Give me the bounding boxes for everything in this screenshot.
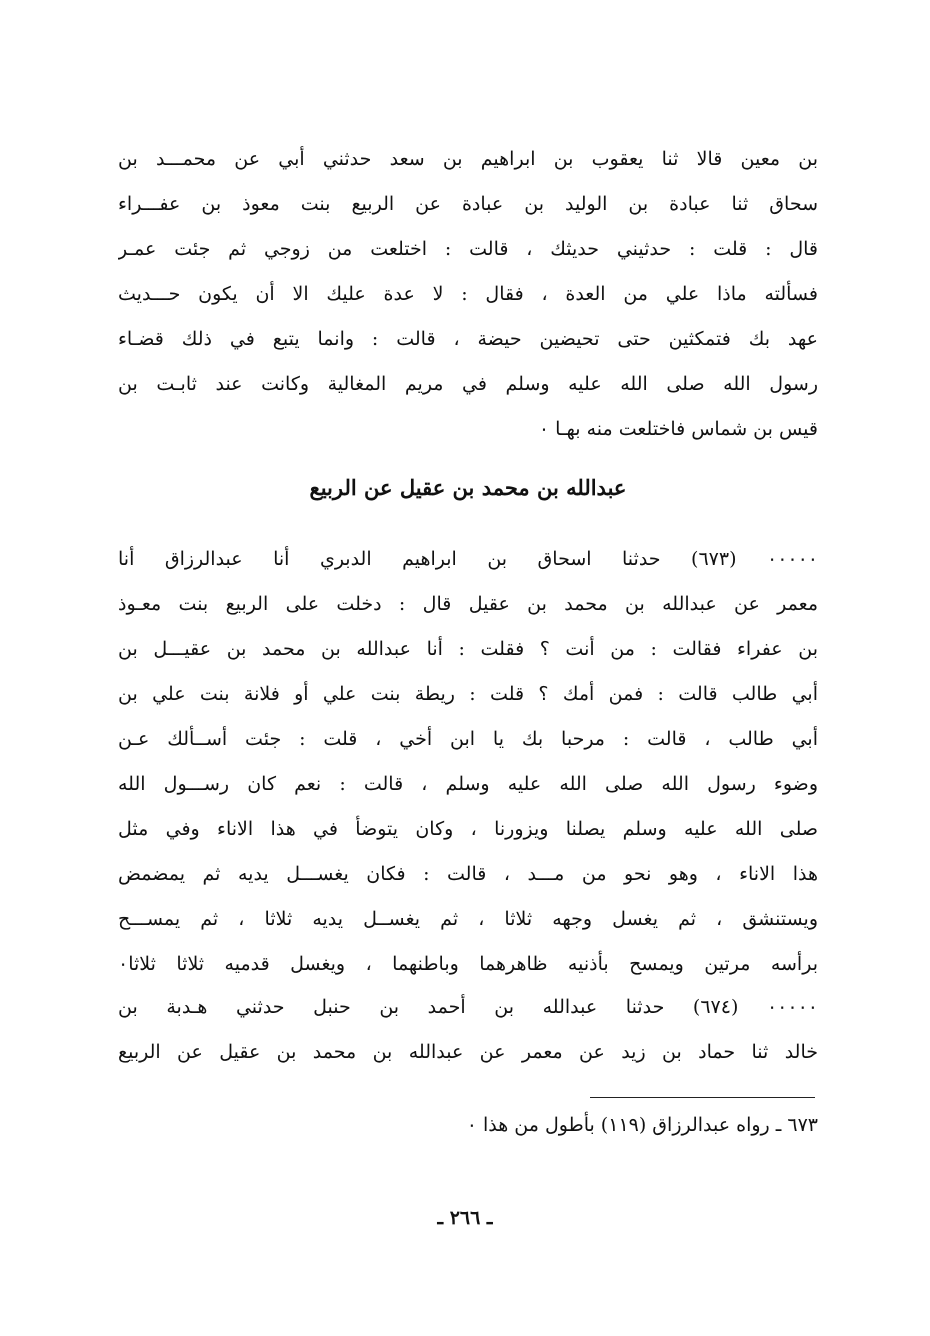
text-line: هذا الاناء ، وهو نحو من مـــد ، قالت : فكان يغســـل يديه ثم يمضمض (118, 863, 818, 885)
footnote: ٦٧٣ ـ رواه عبدالرزاق (١١٩) بأطول من هذا ٠ (466, 1114, 818, 1136)
page-number: ـ ٢٦٦ ـ (437, 1207, 493, 1229)
text-line: وضوء رسول الله صلى الله عليه وسلم ، قالت : نعم كان رســـول الله (118, 773, 818, 795)
opening-paragraph (118, 137, 818, 452)
text-line: قيس بن شماس فاختلعت منه بهـا ٠ (538, 418, 818, 440)
text-line: صلى الله عليه وسلم يصلنا ويزورنا ، وكان يتوضأ في هذا الاناء وفي مثل (118, 818, 818, 840)
text-line: خالد ثنا حماد بن زيد عن معمر عن عبدالله بن محمد بن عقيل عن الربيع (118, 1041, 818, 1063)
text-line: ٠٠٠٠٠ (٦٧٤) حدثنا عبدالله بن أحمد بن حنبل حدثني هـدبة بن (118, 996, 818, 1018)
text-line: رسول الله صلى الله عليه وسلم في مريم المغالية وكانت عند ثابـت بن (118, 373, 818, 395)
hadith-674-paragraph (118, 985, 818, 1075)
text-line: بن معين قالا ثنا يعقوب بن ابراهيم بن سعد حدثني أبي عن محمـــد بن (118, 148, 818, 170)
text-line: سحاق ثنا عبادة بن الوليد بن عبادة عن الربيع بنت معوذ بن عفـــراء (118, 193, 818, 215)
text-line: فسألته ماذا علي من العدة ، فقال : لا عدة عليك الا أن يكون حـــديث (118, 283, 818, 305)
text-line: بن عفراء فقالت : من أنت ؟ فقلت : أنا عبدالله بن محمد بن عقيـــل بن (118, 638, 818, 660)
text-line: أبي طالب قالت : فمن أمك ؟ قلت : ريطة بنت علي أو فلانة بنت علي بن (118, 683, 818, 705)
text-line: ويستنشق ، ثم يغسل وجهه ثلاثا ، ثم يغســل يديه ثلاثا ، ثم يمســـح (118, 908, 818, 930)
text-line: ٠٠٠٠٠ (٦٧٣) حدثنا اسحاق بن ابراهيم الدبري أنا عبدالرزاق أنا (118, 548, 818, 570)
text-line: معمر عن عبدالله بن محمد بن عقيل قال : دخلت على الربيع بنت معـوذ (118, 593, 818, 615)
section-heading: عبدالله بن محمد بن عقيل عن الربيع (309, 475, 627, 500)
text-line: عهد بك فتمكثين حتى تحيضين حيضة ، قالت : وانما يتبع في ذلك قضـاء (118, 328, 818, 350)
text-line: برأسه مرتين ويمسح بأذنيه ظاهرهما وباطنهما ، ويغسل قدميه ثلاثا ثلاثا٠ (118, 953, 818, 975)
hadith-673-paragraph (118, 537, 818, 987)
text-line: قال : قلت : حدثيني حديثك ، قالت : اختلعت من زوجي ثم جئت عمـر (118, 238, 818, 260)
footnote-divider (590, 1097, 815, 1098)
text-line: أبي طالب ، قالت : مرحبا بك يا ابن أخي ، قلت : جئت أســألك عـن (118, 728, 818, 750)
